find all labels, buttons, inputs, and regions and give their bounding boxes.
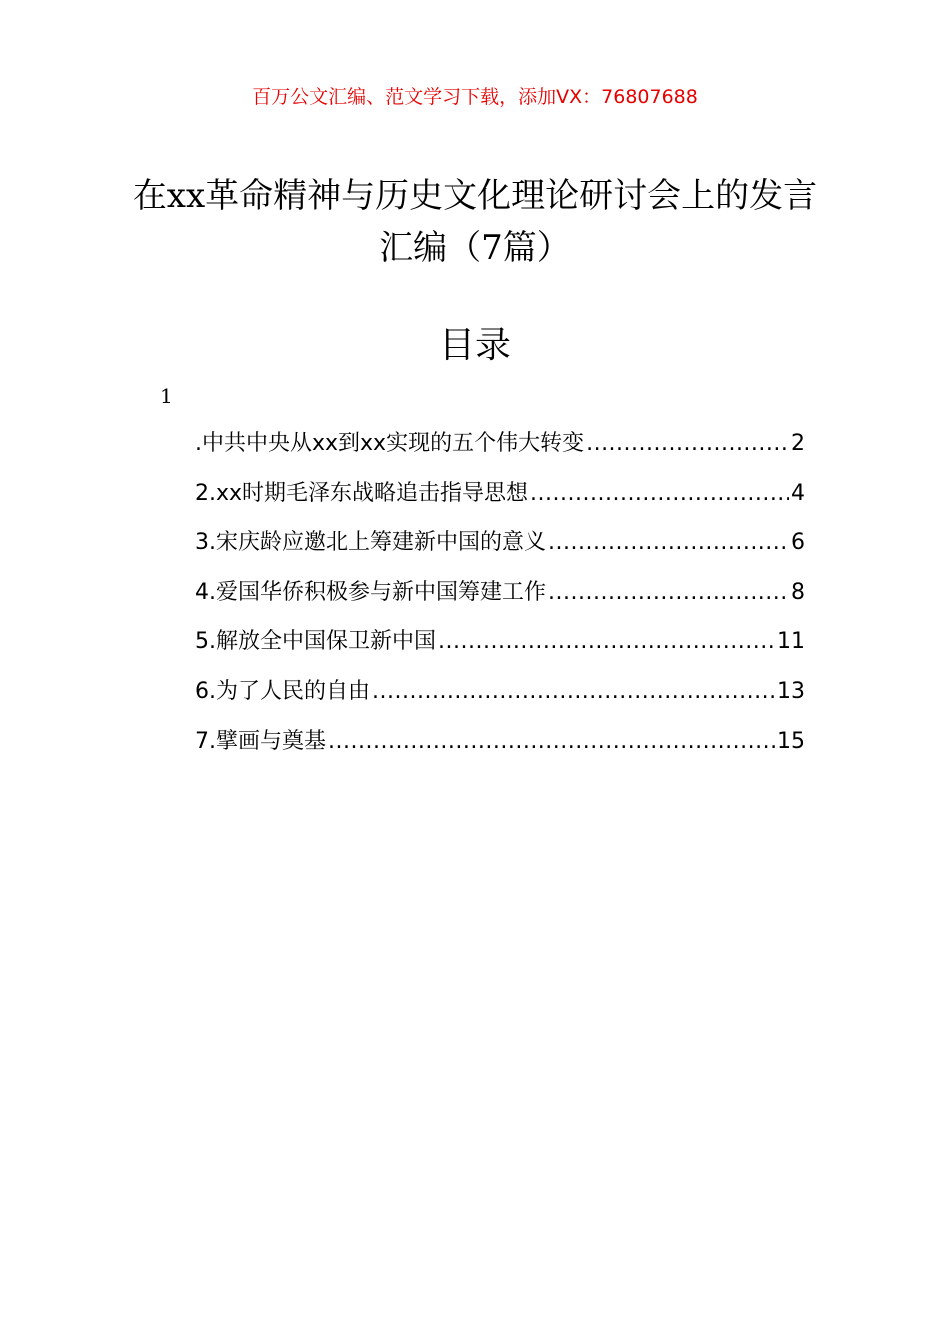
toc-entry[interactable] — [195, 573, 805, 623]
toc-entry-page: 6 — [791, 530, 805, 556]
toc-entry[interactable] — [195, 622, 805, 672]
toc-entry-page: 11 — [777, 629, 805, 655]
toc-dot-leader — [548, 573, 789, 613]
toc-dot-leader — [586, 424, 789, 464]
toc-entry[interactable] — [195, 672, 805, 722]
toc-entry-page: 15 — [777, 728, 805, 754]
toc-dot-leader — [328, 722, 775, 762]
toc-entry-page: 8 — [791, 579, 805, 605]
toc-list — [195, 424, 805, 771]
toc-dot-leader — [530, 474, 789, 514]
toc-entry[interactable] — [195, 722, 805, 772]
toc-entry-title: 6.为了人民的自由 — [195, 678, 370, 704]
toc-heading: 目录 — [438, 325, 511, 366]
toc-entry-title: 7.擘画与奠基 — [195, 728, 326, 754]
toc-dot-leader — [372, 672, 775, 712]
toc-dot-leader — [438, 622, 775, 662]
toc-entry-page: 2 — [791, 431, 805, 456]
toc-entry[interactable] — [195, 523, 805, 573]
toc-section-number: 1 — [160, 384, 173, 408]
toc-entry-title: 5.解放全中国保卫新中国 — [195, 629, 436, 655]
toc-dot-leader — [548, 523, 789, 563]
toc-entry-page: 13 — [777, 678, 805, 704]
toc-entry-title: 4.爱国华侨积极参与新中国筹建工作 — [195, 579, 546, 605]
toc-entry[interactable] — [195, 424, 805, 474]
toc-entry[interactable] — [195, 474, 805, 524]
toc-entry-page: 4 — [791, 480, 805, 506]
toc-entry-title: 3.宋庆龄应邀北上筹建新中国的意义 — [195, 530, 546, 556]
document-title: 在xx革命精神与历史文化理论研讨会上的发言汇编（7篇） — [132, 176, 818, 268]
toc-entry-title: .中共中央从xx到xx实现的五个伟大转变 — [195, 431, 585, 456]
toc-entry-title: 2.xx时期毛泽东战略追击指导思想 — [195, 480, 529, 506]
header-banner: 百万公文汇编、范文学习下载，添加VX：76807688 — [252, 86, 698, 108]
